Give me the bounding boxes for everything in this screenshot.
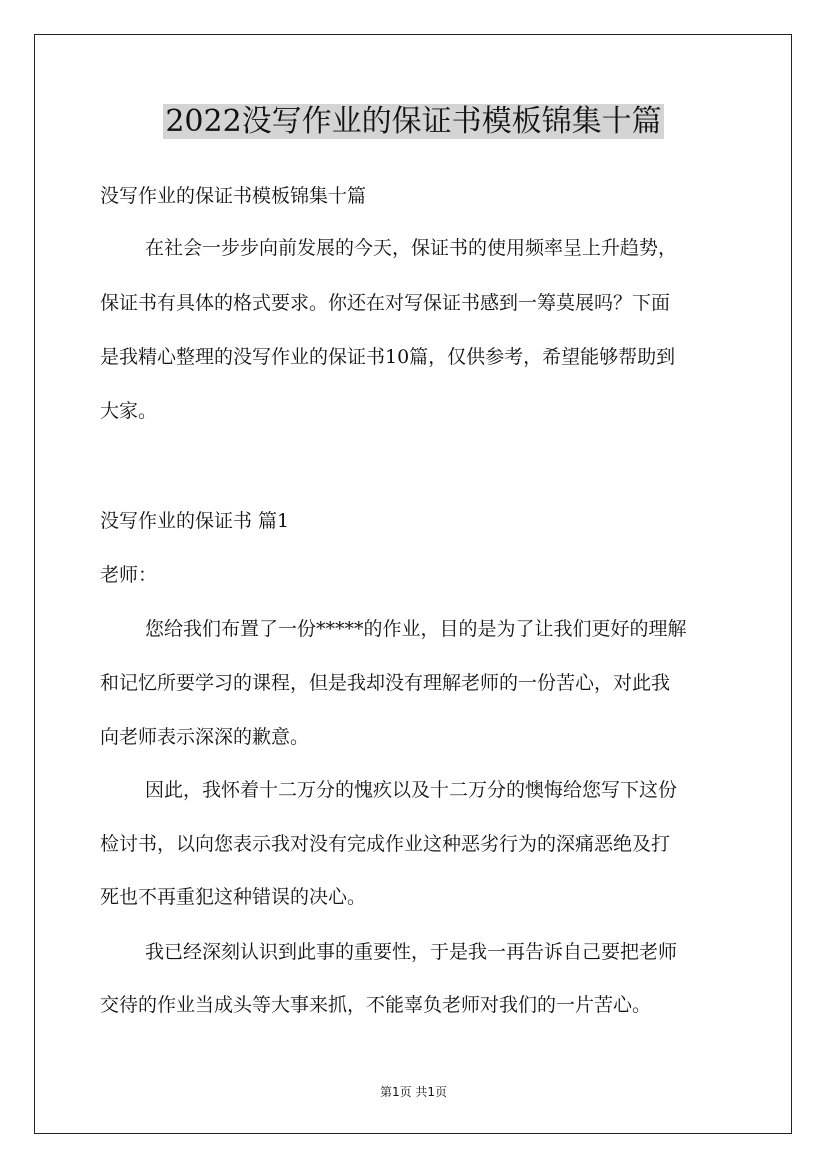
subtitle-line: 没写作业的保证书模板锦集十篇 bbox=[100, 185, 367, 207]
section-heading: 没写作业的保证书 篇1 bbox=[100, 510, 290, 532]
para1-line-2: 和记忆所要学习的课程，但是我却没有理解老师的一份苦心，对此我 bbox=[100, 672, 671, 694]
para2-line-2: 检讨书，以向您表示我对没有完成作业这种恶劣行为的深痛恶绝及打 bbox=[100, 833, 671, 855]
para2-line-3: 死也不再重犯这种错误的决心。 bbox=[100, 886, 367, 908]
page-footer: 第1页 共1页 bbox=[379, 1085, 448, 1099]
para2-line-1: 因此，我怀着十二万分的愧疚以及十二万分的懊悔给您写下这份 bbox=[145, 779, 678, 801]
para3-line-2: 交待的作业当成头等大事来抓，不能辜负老师对我们的一片苦心。 bbox=[100, 994, 652, 1016]
para3-line-1: 我已经深刻认识到此事的重要性，于是我一再告诉自己要把老师 bbox=[145, 941, 678, 963]
para1-line-1: 您给我们布置了一份*****的作业，目的是为了让我们更好的理解 bbox=[145, 618, 687, 640]
intro-line-2: 保证书有具体的格式要求。你还在对写保证书感到一筹莫展吗？下面 bbox=[100, 292, 671, 314]
document-title-wrap bbox=[0, 102, 827, 142]
para1-line-3: 向老师表示深深的歉意。 bbox=[100, 726, 310, 748]
intro-line-3: 是我精心整理的没写作业的保证书10篇，仅供参考，希望能够帮助到 bbox=[100, 346, 676, 368]
salutation: 老师： bbox=[100, 564, 158, 586]
intro-line-4: 大家。 bbox=[100, 400, 158, 422]
document-title: 2022没写作业的保证书模板锦集十篇 bbox=[165, 104, 662, 139]
intro-line-1: 在社会一步步向前发展的今天，保证书的使用频率呈上升趋势， bbox=[145, 237, 678, 259]
